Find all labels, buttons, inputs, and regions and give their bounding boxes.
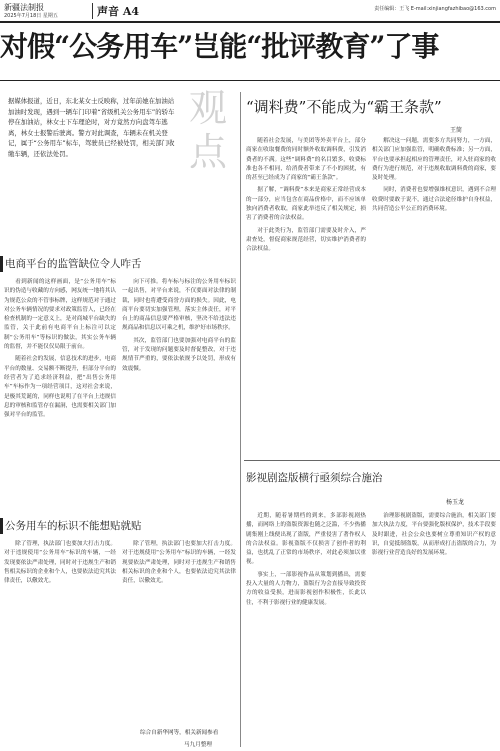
- paragraph: 随着社会发展，与美团等外卖平台上，部分商家在收取餐费的同时额外收取调料费，引发消费者的不满。这些“调料费”的名目繁多，收费标准也各不相同，给消费者带来了不小的困扰，有的甚至已经成为了商家的“霸王条款”。: [246, 138, 366, 182]
- editorial-title: “调料费”不能成为“霸王条款”: [246, 98, 442, 116]
- footer-credit: 综合自新华网等，相关新闻参看: [140, 730, 219, 736]
- footer-compiler: 马九月整理: [184, 742, 212, 748]
- subheading-ecommerce: 电商平台的监管缺位令人咋舌: [0, 256, 241, 272]
- article-column: [246, 512, 366, 724]
- byline-author: 王简: [450, 127, 463, 134]
- section-label: 声音 A4: [97, 5, 140, 18]
- article-column: [246, 137, 366, 457]
- paragraph: 事实上，一部影视作品从策划到播出，需要投入大量的人力物力，盗版行为会直接导致投资方的收益受损，进而影视创作积极性，长此以往，不利于影视行业的健康发展。: [246, 571, 366, 606]
- subheading-official-car: 公务用车的标识不能想贴就贴: [0, 518, 241, 534]
- header-separator: [92, 3, 93, 19]
- lead-paragraph: [8, 96, 180, 251]
- article-column: [4, 278, 116, 512]
- paragraph: 除了管理，执法部门也要加大打击力度。对于违规使用“公务用车”标识的车辆，一经发现要依法严肃处理，同时对于违规生产和销售相关标识的企业和个人，也要依法追究其法律责任，以儆效尤。: [4, 541, 116, 585]
- lead-text: 据媒体报道，近日，东北某女士反映称，过年前她在加油站加油时发现，遇到一辆车门印着“省级机关公务用车”的轿车停在加油站，林女士下车理论时，对方竟然方向盘驾车逃离，林女士报警后驶离。警方对此调查，车辆未在机关登记，属于“公务用车”标车，驾驶员已经被处罚，相关部门收缴车辆，还依法处罚。: [8, 97, 175, 158]
- paragraph: 解决这一问题，需要多方共同努力，一方面，相关部门应加强监管，明确收费标准；另一方面，平台也要承担起相应的管理责任，对入驻商家的收费行为进行规范，对于违规收取调料费的商家，要及时处理。: [372, 138, 496, 182]
- paragraph: 近期，随着暑期档的到来，多部影视剧热播，而网络上的盗版资源也随之泛滥，不少热播剧集刚上线便出现了盗版，严重侵害了著作权人的合法权益。影视盗版不仅损害了创作者的利益，也扰乱了正常的市场秩序，对此必须加以重视。: [246, 513, 366, 566]
- paragraph: 除了管理，执法部门也要加大打击力度。对于违规使用“公务用车”标识的车辆，一经发现要依法严肃处理，同时对于违规生产和销售相关标识的企业和个人，也要依法追究其法律责任，以儆效尤。: [122, 541, 236, 585]
- editor-contact: 责任编辑：王飞 E-mail:xinjiangfazhibao@163.com: [374, 6, 496, 12]
- paragraph: 其次，监管部门也要加强对电商平台的监管，对于发现的问题要及时督促整改，对于违规情节严重的，要依法依规予以处罚，形成有效震慑。: [122, 337, 236, 372]
- issue-date: 2025年7月18日 星期五: [4, 13, 58, 19]
- article-column: [4, 540, 116, 726]
- subheading-piracy: 影视剧盗版横行亟须综合施治: [246, 472, 383, 484]
- byline-author: 杨玉龙: [446, 499, 465, 506]
- watermark-label: 观点: [188, 86, 227, 174]
- newspaper-name: 新疆法制报: [4, 3, 44, 12]
- section-divider: [244, 460, 500, 461]
- page-header: [0, 0, 500, 22]
- paragraph: 据了解，“调料费”本来是商家正常经营成本的一部分，应当包含在商品价格中，而不应该单独向消费者收取，商家此举违反了相关规定，损害了消费者的合法权益。: [246, 187, 366, 222]
- column-divider: [240, 92, 241, 747]
- article-column: [122, 540, 236, 726]
- title-divider: [0, 80, 500, 81]
- article-column: [372, 137, 496, 457]
- paragraph: 随着社会的发展，信息技术的进步，电商平台的数量、交易额不断提升，但部分平台的经营者为了追求经济利益，把“出售公务用车”车标作为一项经营项目，这对社会来说，是极其荒诞的，同样也说明了在平台上违规信息的审核和监管存在漏洞，也需要相关部门加强对平台的监管。: [4, 356, 116, 419]
- page-title: 对假“公务用车”岂能“批评教育”了事: [0, 30, 439, 63]
- paragraph: 对于此类行为，监管部门需要及时介入，严肃查处，督促商家规范经营，切实维护消费者的合法权益。: [246, 227, 366, 253]
- paragraph: 治理影视剧盗版，需要综合施治，相关部门要加大执法力度，平台要强化版权保护，技术手段要及时跟进，社会公众也要树立尊重知识产权的意识，自觉抵制盗版，从而形成打击盗版的合力，为影视行业营造良好的发展环境。: [372, 513, 496, 557]
- paragraph: 看到新闻的这样画面，是“公务用车”标识的伪造与收藏的方向感，网友统一地将其认为规范公众的不管事标牌，这样规范对于通过对公务车辆情况的要求对政策监管人，已经在检查机制的一定意义上，是对商城平台缺失的监管，关于此前有电商平台上标注可以定制“公务用车”等标识的做法，其实公务车辆的监督，并不能仅仅局限于前台。: [4, 279, 116, 351]
- article-column: [372, 512, 496, 724]
- article-column: [122, 278, 236, 396]
- paragraph: 向下可推。将车标与标注的公务用车标识一起出售，对平台来说，不仅要面对法律的制裁，同时也将遭受商誉方面的损失。因此，电商平台要切实加强管理，落实主体责任，对平台上的商品信息要严格审核，坚决不给违法违规商品和信息以可乘之机，维护好市场秩序。: [122, 279, 236, 332]
- header-rule: [0, 21, 500, 23]
- paragraph: 同时，消费者也要增强维权意识，遇到不合理收费时要敢于说不，通过合法途径维护自身权益，共同营造公平公正的消费环境。: [372, 187, 496, 213]
